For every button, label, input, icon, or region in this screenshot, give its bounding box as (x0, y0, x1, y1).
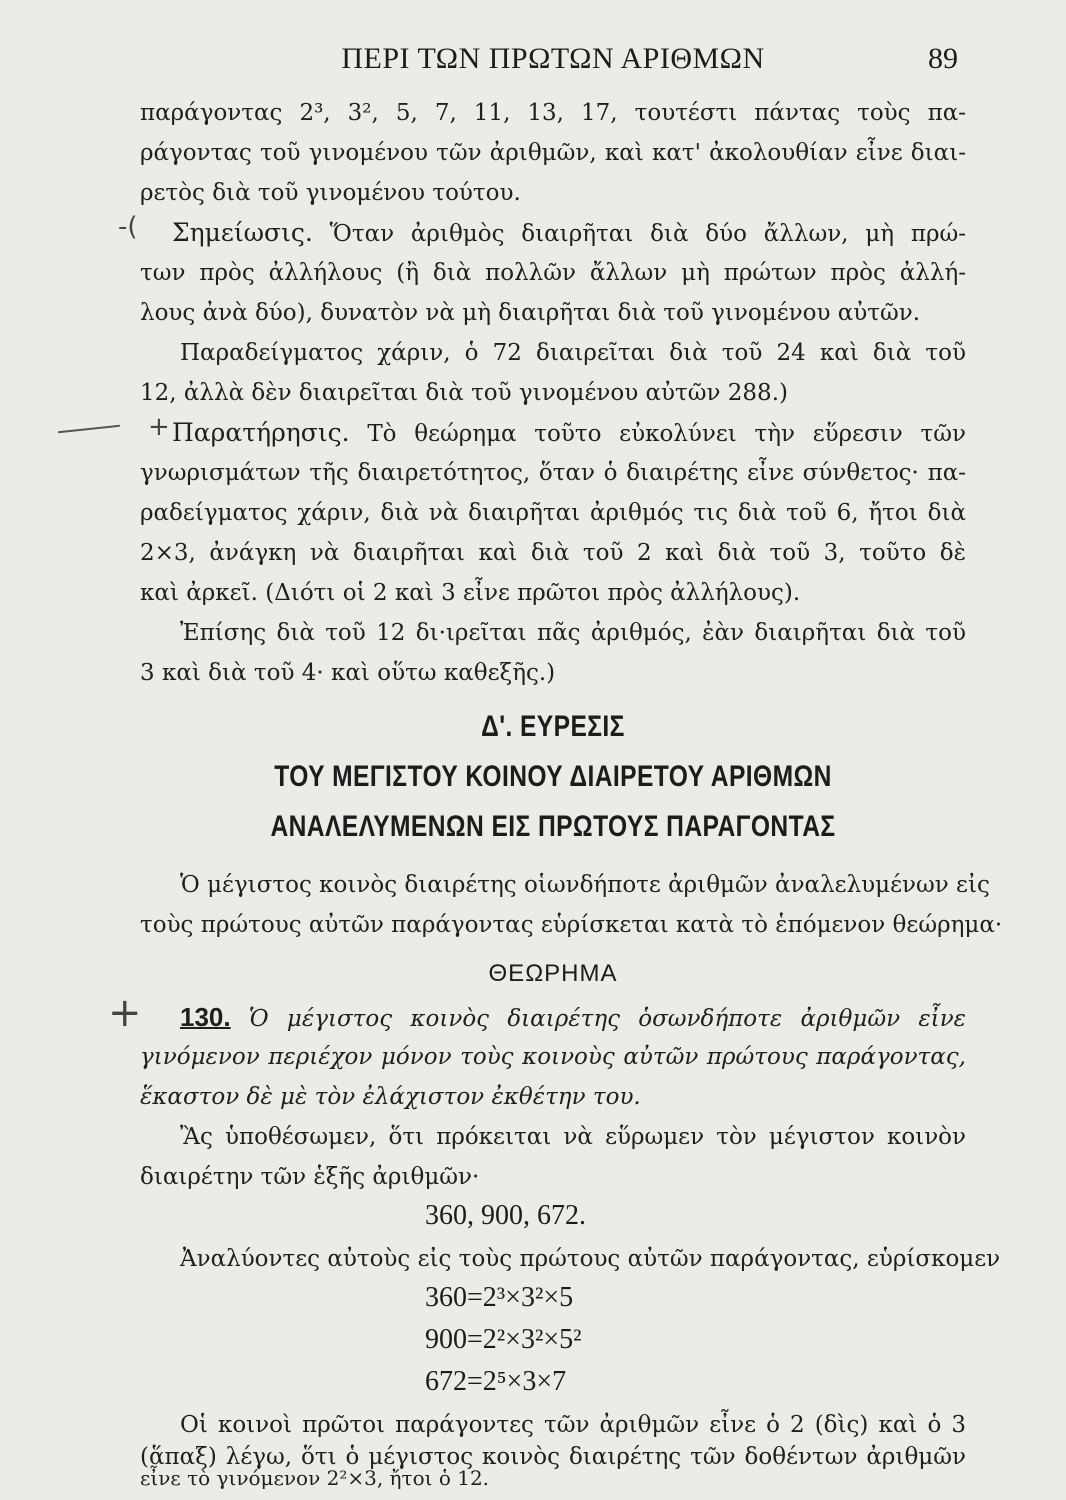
text-line: Οἱ κοινοὶ πρῶτοι παράγοντες τῶν ἀριθμῶν εἶνε ὁ 2 (δὶς) καὶ ὁ 3 (180, 1412, 966, 1438)
theorem-line: ἕκαστον δὲ μὲ τὸν ἐλάχιστον ἐκθέτην του. (140, 1084, 641, 1110)
section-subheading: ΤΟΥ ΜΕΓΙΣΤΟΥ ΚΟΙΝΟΥ ΔΙΑΙΡΕΤΟΥ ΑΡΙΘΜΩΝ (274, 760, 832, 793)
text-line: 3 καὶ διὰ τοῦ 4· καὶ οὕτω καθεξῆς.) (140, 660, 556, 686)
text-line: λους ἀνὰ δύο), δυνατὸν νὰ μὴ διαιρῆται διὰ τοῦ γινομένου αὐτῶν. (140, 300, 921, 326)
text-line: Ἐπίσης διὰ τοῦ 12 δι·ιρεῖται πᾶς ἀριθμός, ἐὰν διαιρῆται διὰ τοῦ (180, 620, 966, 646)
text-line: ρετὸς διὰ τοῦ γινομένου τούτου. (140, 180, 521, 206)
text-line: ράγοντας τοῦ γινομένου τῶν ἀριθμῶν, καὶ κατ' ἀκολουθίαν εἶνε διαι- (140, 140, 966, 166)
text-line: τοὺς πρώτους αὐτῶν παράγοντας εὑρίσκεται κατὰ τὸ ἑπόμενον θεώρημα· (140, 912, 1003, 938)
text-line: (ἅπαξ) λέγω, ὅτι ὁ μέγιστος κοινὸς διαιρέτης τῶν δοθέντων ἀριθμῶν (140, 1444, 966, 1470)
text-line: καὶ ἀρκεῖ. (Διότι οἱ 2 καὶ 3 εἶνε πρῶτοι πρὸς ἀλλήλους). (140, 580, 801, 606)
page-number: 89 (928, 42, 958, 75)
text-line: Ἀναλύοντες αὐτοὺς εἰς τοὺς πρώτους αὐτῶν παράγοντας, εὑρίσκομεν (180, 1246, 1001, 1272)
theorem-line (180, 1000, 966, 1036)
text-line: ραδείγματος χάριν, διὰ νὰ διαιρῆται ἀριθμός τις διὰ τοῦ 6, ἤτοι διὰ (140, 500, 966, 526)
text-line: Ὁ μέγιστος κοινὸς διαιρέτης οἱωνδήποτε ἀριθμῶν ἀναλελυμένων εἰς (180, 872, 990, 898)
running-head-title: ΠΕΡΙ ΤΩΝ ΠΡΩΤΩΝ ΑΡΙΘΜΩΝ (341, 42, 765, 75)
text-line: Ἂς ὑποθέσωμεν, ὅτι πρόκειται νὰ εὕρωμεν τὸν μέγιστον κοινὸν (180, 1124, 966, 1150)
margin-mark: + (108, 990, 142, 1036)
section-heading: Δ'. ΕΥΡΕΣΙΣ (481, 710, 625, 743)
margin-stroke-icon (58, 425, 120, 433)
factorization-360: 360=2³×3²×5 (425, 1282, 574, 1313)
note-line (172, 216, 966, 251)
remark-label: Παρατήρησις. (172, 418, 350, 447)
note-text: Ὅταν ἀριθμὸς διαιρῆται διὰ δύο ἄλλων, μὴ πρώ- (329, 221, 966, 247)
factorization-672: 672=2⁵×3×7 (425, 1366, 567, 1397)
remark-text: Τὸ θεώρημα τοῦτο εὐκολύνει τὴν εὕρεσιν τῶν (367, 421, 966, 447)
theorem-statement: Ὁ μέγιστος κοινὸς διαιρέτης ὁσωνδήποτε ἀριθμῶν εἶνε (248, 1006, 967, 1032)
note-label: Σημείωσις. (172, 218, 313, 247)
section-subheading: ΑΝΑΛΕΛΥΜΕΝΩΝ ΕΙΣ ΠΡΩΤΟΥΣ ΠΑΡΑΓΟΝΤΑΣ (270, 810, 836, 843)
margin-mark: -( (118, 212, 138, 242)
theorem-number: 130. (180, 1002, 231, 1032)
theorem-line: γινόμενον περιέχον μόνον τοὺς κοινοὺς αὐτῶν πρώτους παράγοντας, (140, 1044, 966, 1070)
text-line: των πρὸς ἀλλήλους (ἢ διὰ πολλῶν ἄλλων μὴ πρώτων πρὸς ἀλλή- (140, 260, 966, 286)
theorem-label: ΘΕΩΡΗΜΑ (488, 960, 618, 987)
text-line: γνωρισμάτων τῆς διαιρετότητος, ὅταν ὁ διαιρέτης εἶνε σύνθετος· πα- (140, 460, 966, 486)
remark-line (172, 416, 966, 451)
running-head (140, 42, 966, 82)
text-line: διαιρέτην τῶν ἑξῆς ἀριθμῶν· (140, 1164, 480, 1190)
text-line: παράγοντας 2³, 3², 5, 7, 11, 13, 17, τουτέστι πάντας τοὺς πα- (140, 100, 966, 126)
numbers-line: 360, 900, 672. (425, 1200, 586, 1231)
text-line: 12, ἀλλὰ δὲν διαιρεῖται διὰ τοῦ γινομένου αὐτῶν 288.) (140, 380, 788, 406)
text-line: 2×3, ἀνάγκη νὰ διαιρῆται καὶ διὰ τοῦ 2 καὶ διὰ τοῦ 3, τοῦτο δὲ (140, 540, 966, 566)
text-line: εἶνε τὸ γινόμενον 2²×3, ἤτοι ὁ 12. (140, 1466, 490, 1490)
margin-mark: + (148, 412, 170, 442)
text-line: Παραδείγματος χάριν, ὁ 72 διαιρεῖται διὰ τοῦ 24 καὶ διὰ τοῦ (180, 340, 966, 366)
factorization-900: 900=2²×3²×5² (425, 1324, 582, 1355)
